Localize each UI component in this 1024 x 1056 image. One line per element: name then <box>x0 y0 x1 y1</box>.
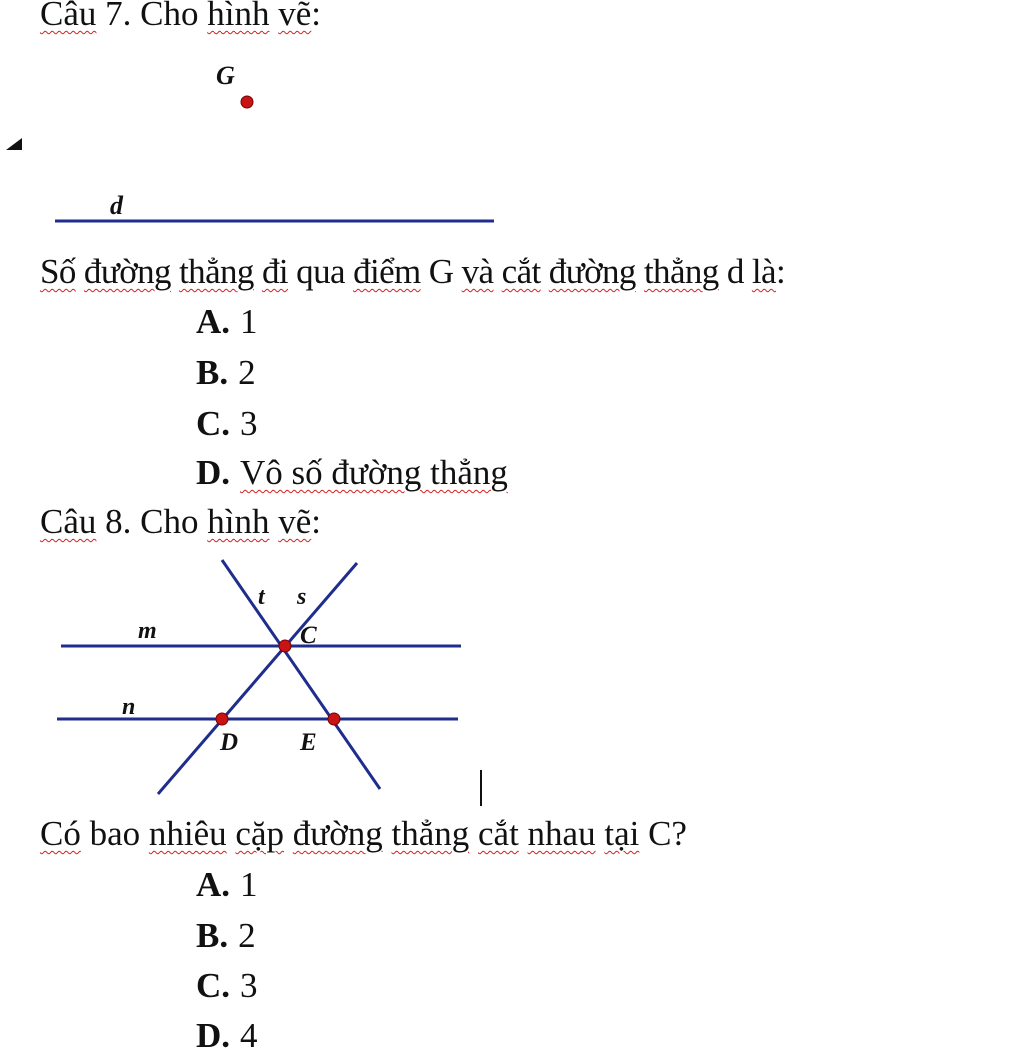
q8-option-a: A. 1 <box>196 865 258 904</box>
q7-option-b: B. 2 <box>196 353 256 392</box>
point-d-label: D <box>220 729 239 756</box>
q8-prompt: Có bao nhiêu cặp đường thẳng cắt nhau tại C? <box>40 814 687 853</box>
q8-option-d: D. 4 <box>196 1016 258 1055</box>
point-g-label: G <box>216 61 235 90</box>
point-e-label: E <box>300 729 317 756</box>
q7-header: Câu 7. Cho hình vẽ: <box>40 0 322 33</box>
line-n-label: n <box>122 694 136 720</box>
q8-figure <box>57 560 461 794</box>
resize-handle-icon[interactable] <box>6 138 22 150</box>
q7-option-d: D. Vô số đường thẳng <box>196 453 508 492</box>
line-m-label: m <box>138 618 157 644</box>
point-e <box>328 713 340 725</box>
q8-option-c: C. 3 <box>196 966 258 1005</box>
q7-option-c: C. 3 <box>196 404 258 443</box>
q7-prompt: Số đường thẳng đi qua điểm G và cắt đường thẳng d là: <box>40 252 786 291</box>
q8-option-b: B. 2 <box>196 916 256 955</box>
line-t-label: t <box>258 584 265 610</box>
q7-figure <box>6 61 494 221</box>
line-s-label: s <box>297 584 307 610</box>
q8-header: Câu 8. Cho hình vẽ: <box>40 502 322 541</box>
point-d <box>216 713 228 725</box>
line-d-label: d <box>110 191 123 220</box>
point-c <box>279 640 291 652</box>
point-c-label: C <box>300 622 317 649</box>
point-g <box>241 96 253 108</box>
q7-option-a: A. 1 <box>196 302 258 341</box>
